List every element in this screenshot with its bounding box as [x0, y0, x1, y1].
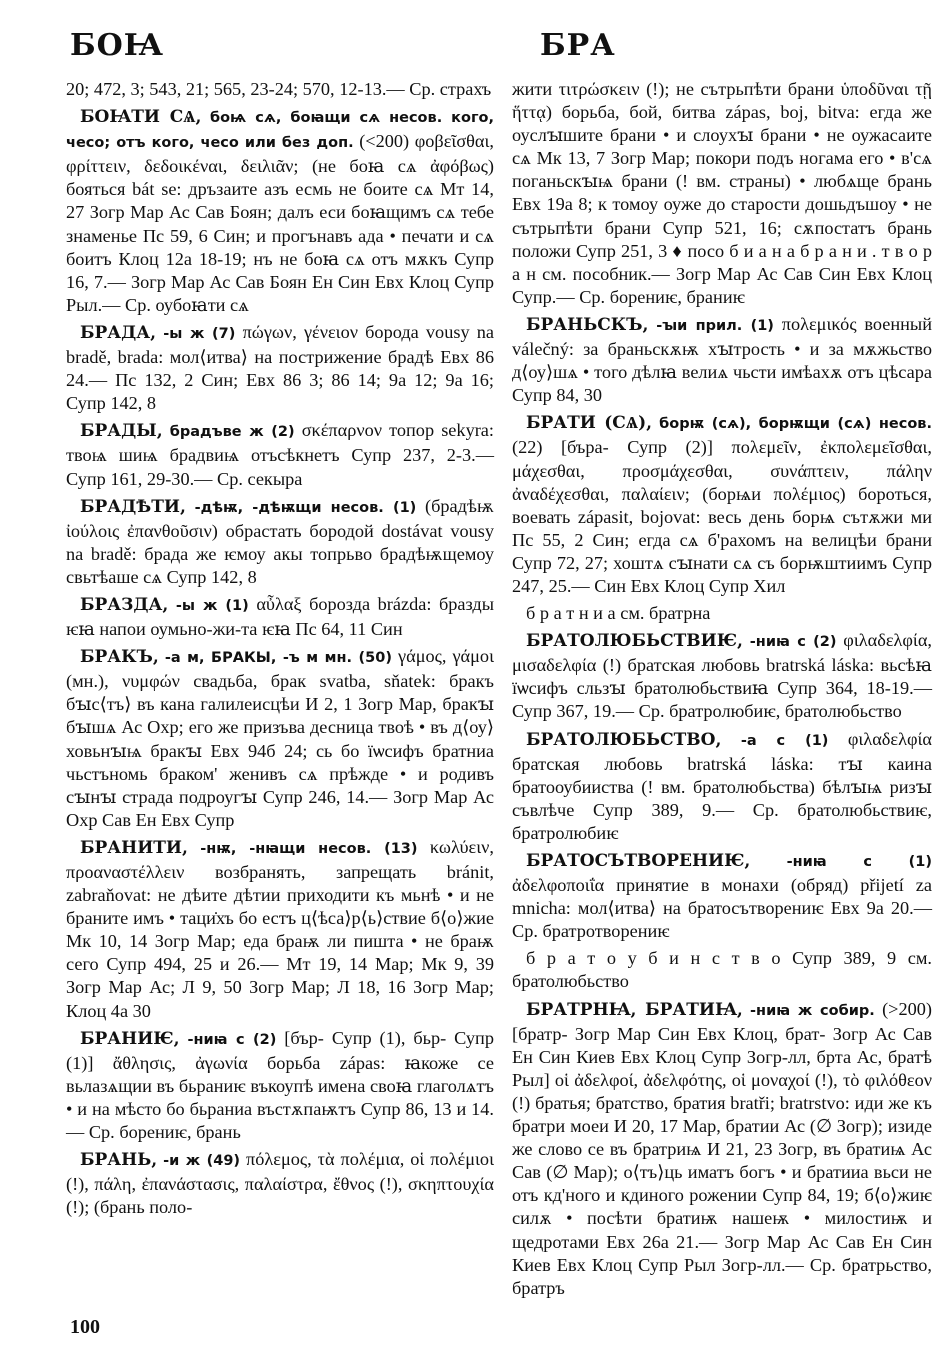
entry-grammar: борѭ (сѧ), борѭщи (сѧ) несов. — [659, 416, 932, 433]
entry — [66, 419, 494, 490]
entry — [66, 105, 494, 317]
entry-grammar: -а с (1) — [740, 732, 829, 749]
entry-grammar: -дѣѭ, -дѣѭщи несов. (1) — [194, 499, 417, 516]
headword: БРАТОЛЮБЬСТВИѤ, — [526, 631, 743, 652]
entry-grammar: -ниꙗ с (2) — [187, 1031, 277, 1048]
cross-reference: б р а т н и а см. братрна — [526, 603, 711, 624]
entry-text: [бър- Супр (1), бьр- Супр (1)] ἄθλησις, ἀγωνία борьба zápas: ꙗкоже се вьлазѧщии въ бьраниѥ въкоупѣ имена своꙗ глаголѧтъ • и на мѣсто бо бьраниа въстѫпаѭтъ Супр 86, 13 и 14.— Ср. борениѥ, брань — [66, 1027, 494, 1143]
entry — [512, 998, 932, 1300]
entry-text: ἀδελφοποιΐα принятие в монахи (обряд) přijetí za mnicha: мол⟨итва⟩ на братосътворениѥ Евх 9a 20.— Ср. братротворениѥ — [512, 875, 932, 942]
entry-text: πόλεμος, τὰ πολέμια, οἱ πολέμιοι (!), πάλη, ἐπανάστασις, παλαίστρα, ἔθνος (!), σκηπτουχία (!); (брань поло- — [66, 1149, 494, 1218]
entry-grammar: -и ж (49) — [163, 1153, 241, 1170]
entry — [66, 321, 494, 415]
entry — [512, 78, 932, 309]
entry — [512, 629, 932, 723]
entry-text: πολεμικός военный válečný: за браньскѫѭ хꙑтрость • и за мѫжьство д⟨оу⟩шѧ • того дѣлꙗ велиѧ чьсти имѣахѫ отъ цѣсара Супр 84, 30 — [512, 313, 932, 406]
entry-text: αὖλαξ борозда brázda: бразды ѥꙗ напои оумьно-жи-та ѥꙗ Пс 64, 11 Син — [66, 593, 495, 640]
entry-grammar: -ниꙗ с (1) — [786, 854, 932, 870]
entry-grammar: -ниꙗ ж собир. — [750, 1002, 875, 1019]
headword: БРАТОСЪТВОРЕНИѤ, — [526, 851, 751, 871]
headword: БРАНЬ, — [80, 1150, 158, 1171]
cross-reference: б р а т о у б и н с т в о Супр 389, 9 см. братолюбьство — [512, 948, 932, 992]
entry-grammar: боѩ сѧ, боꙗщи сѧ несов. кого, чесо; отъ кого, чесо или без доп. — [66, 110, 495, 152]
headword: БРАДА, — [80, 322, 157, 343]
entry — [66, 593, 494, 641]
entry — [512, 313, 932, 407]
headword: БРАДЫ, — [80, 421, 163, 442]
entry-text: πώγων, γένειον борода vousy na bradě, brada: мол⟨итва⟩ на пострижениe брадѣ Евх 86 24.— Пс 132, 2 Син; Евх 86 3; 86 14; 9a 12; 9a 16; Супр 142, 8 — [66, 321, 495, 414]
entry-grammar: -ниꙗ с (2) — [749, 634, 837, 651]
entry-grammar: -ы ж (7) — [163, 325, 236, 342]
entry-grammar: брадъве ж (2) — [169, 424, 295, 441]
right-column — [512, 78, 932, 1304]
page-number: 100 — [70, 1316, 100, 1338]
entry — [66, 495, 494, 589]
entry-text: (22) [бъра- Супр (2)] πολεμεῖν, ἐκπολεμεῖσθαι, μάχεσθαι, προσμάχεσθαι, συνάπτειν, πάλην ἀναδέχεσθαι, παλαίειν; (борѩи πολέμιος) бороться, воевать zápasit, bojovat: весь день борѩ сътѫжи ми Пс 55, 2 Син; егда сѧ б'рахомъ на велицѣи брани Супр 72, 27; хоштѧ сꙑнати сѧ съ борѭштиимъ Супр 247, 25.— Син Евх Клоц Супр Хил — [512, 437, 932, 596]
headword: БРАЗДА, — [80, 594, 169, 615]
entry-text: κωλύειν, προαναστέλλειν возбранять, запрещать bránit, zabraňovat: не дѣите дѣтии приходити къ мьнѣ • и не браните имъ • таци̇хъ бо естъ ц⟨ѣса⟩р⟨ь⟩ствие б⟨о⟩жие Мк 10, 14 Зогр Мар; еда браѭ ли пишта • не браѭ сего Супр 494, 25 и 26.— Мт 19, 14 Мар; Мк 9, 39 Зогр Мар Ас; Л 9, 50 Зогр Мар; Л 18, 16 Зогр Мар; Клоц 4a 30 — [66, 836, 494, 1021]
entry-text: σκέπαρνον топор sekyra: твоѩ шиѩ брадвиѩ отъсѣкнетъ Супр 237, 2-3.— Супр 161, 29-30.— Ср. секыра — [66, 420, 494, 489]
entry — [66, 836, 494, 1023]
entry-text: φιλαδελφία братская любовь bratrská láska: тꙑ каина братооубииства (! вм. братолюбьства) бѣлꙑѩ ризꙑ съвлѣче Супр 389, 9.— Ср. братолюбьствиѥ, братролюбиѥ — [512, 728, 932, 843]
headword: БРАТОЛЮБЬСТВО, — [526, 729, 722, 750]
headword: БРАНЬСКЪ, — [526, 314, 649, 335]
headword: БРАДѢТИ, — [80, 496, 186, 517]
running-head-right: БРА — [540, 28, 616, 63]
entry-text: жити τιτρώσκειν (!); не сътрьпѣти брани ὑποδῦναι τῇ ἥττᾳ) борьба, бой, битва zápas, boj, bitva: егда же оуслꙑшите брани • и слоухꙑ брани • не оужасаите сѧ Мк 13, 7 Зогр Мар; покори подъ ногама его • в'сѧ поганьскꙑѩ брани (! вм. страны) • любѧще брань Евх 19a 8; к томоу оуже до старости дошьдъшоу • не сътрьпѣти брани Супр 521, 16; сѫпостатъ брань положи Супр 251, 3 ♦ посо б и а н а б р а н и . т в о р а н см. пособник.— Зогр Мар Ас Сав Син Евх Клоц Супр.— Ср. борениѥ, браниѥ — [512, 79, 932, 307]
headword: БОꙖТИ СѦ, — [80, 107, 202, 128]
left-column — [66, 78, 494, 1223]
entry — [66, 645, 494, 832]
headword: БРАТРНꙖ, БРАТИꙖ, — [526, 999, 743, 1020]
entry-grammar: -ы ж (1) — [175, 597, 249, 614]
headword: БРАНИѤ, — [80, 1028, 180, 1049]
entry — [512, 411, 932, 598]
entry — [66, 1027, 494, 1144]
headword: БРАНИТИ, — [80, 837, 188, 858]
headword: БРАКЪ, — [80, 647, 159, 668]
entry-text: (<200) φοβεῖσθαι, φρίττειν, δεδοικέναι, δειλιᾶν; (не боꙗ сѧ ἀφόβως) бояться bát se: дръзаите азъ есмь не боите сѧ Мт 14, 27 Зогр Мар Ас Сав Боян; далъ еси боꙗщимъ сѧ тебе знаменье Пс 59, 6 Син; и прогънавъ ада • печати и сѧ боитъ Клоц 12a 18-19; нъ не боꙗ сѧ отъ мѫкъ Супр 16, 7.— Зогр Мар Ас Сав Боян Ен Син Евх Клоц Супр Рыл.— Ср. оубоꙗти сѧ — [66, 131, 494, 315]
entry — [66, 1148, 494, 1219]
entry — [66, 78, 494, 101]
entry-text: φιλαδελφία, μισαδελφία (!) братская любовь bratrská láska: вьсѣꙗ їѡсифъ сльзꙑ братолюбьствиꙗ Супр 364, 18-19.— Супр 367, 19.— Ср. братролюбиѥ, братолюбьство — [512, 630, 932, 722]
entry — [512, 728, 932, 845]
running-head-left: БОꙖ — [70, 28, 164, 63]
entry-text: (>200) [братр- Зогр Мар Син Евх Клоц, брат- Зогр Ас Сав Ен Син Киев Евх Клоц Супр Зогр-лл, брта Ас, братѣ Рыл] οἱ ἀδελφοί, ἀδελφότης, οἱ μοναχοί (!), τὸ φιλόθεον (!) братья; братство, братия bratři; bratrstvo: иди же къ братри моеи И 20, 17 Мар, братии Ас (∅ Зогр); изиде же слово се въ братриѩ И 21, 23 Зогр, въ братиѩ Ас Сав (∅ Мар); о⟨тъ⟩ць иматъ богъ • и братииа вьси не отъ кд'ного и кдиного рожении Супр 84, 19; б⟨о⟩жиѥ силѫ • посѣти братиѭ нашеѭ • милостиѭ и щедротами Евх 26a 21.— Зогр Мар Ас Сав Ен Син Киев Евх Клоц Супр Рыл Зогр-лл.— Ср. братрьство, братръ — [512, 998, 932, 1298]
entry-text: 20; 472, 3; 543, 21; 565, 23-24; 570, 12-13.— Ср. страхъ — [66, 79, 492, 99]
entry — [512, 947, 932, 993]
entry-text: γάμος, γάμοι (мн.), νυμφών свадьба, брак svatba, sňatek: бракъ бꙑс⟨тъ⟩ въ кана галилеисцѣи И 2, 1 Зогр Мар, бракꙑ бꙑшѧ Ас Охр; его же призъва десница твоѣ • въ д⟨оу⟩ховьнꙑѩ бракꙑ Евх 94б 24; сь бо їѡсифъ братниа чьстъномь браком' женивъ сѧ прѣжде • и родивъ сꙑнꙑ страда подроугꙑ Супр 246, 14.— Зогр Мар Ас Охр Сав Ен Евх Супр — [66, 646, 494, 830]
entry-text: (брадѣѭ ἰούλοις ἐπανθοῦσιν) обрастать бородой dostávat vousy na bradě: брада же ѥмоу акы топрьво брадѣѭщемоу свьтѣаше сѧ Супр 142, 8 — [66, 495, 494, 587]
entry-grammar: -ꙑи прил. (1) — [656, 317, 774, 334]
entry — [512, 849, 932, 943]
headword: БРАТИ (СѦ), — [526, 413, 653, 434]
entry — [512, 602, 932, 625]
entry-grammar: -а м, БРАКЫ, -ъ м мн. (50) — [164, 650, 392, 667]
entry-grammar: -нѭ, -нꙗщи несов. (13) — [200, 840, 418, 857]
